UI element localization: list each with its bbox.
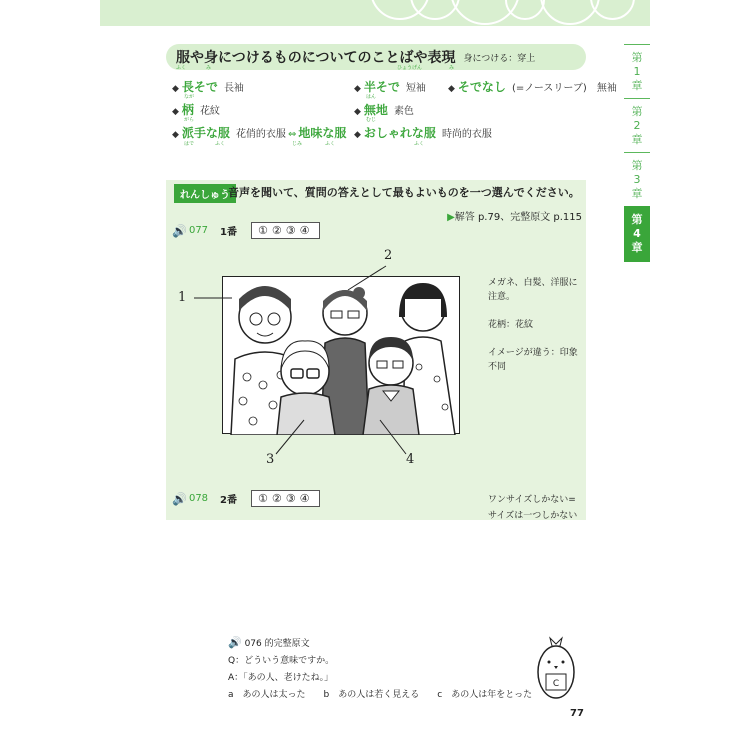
- ruby: み: [449, 65, 455, 71]
- ruby: じみ: [292, 141, 303, 147]
- ruby: ふく: [176, 65, 187, 71]
- side-bottom-note: ワンサイズしかない= サイズは一つしかない: [488, 495, 578, 521]
- side-notes: [488, 276, 580, 388]
- question-label: 2番: [220, 495, 238, 506]
- ruby: ふく: [215, 141, 226, 147]
- side-note: メガネ、白髪、洋服に注意。: [488, 278, 578, 302]
- question-label: 1番: [220, 227, 238, 238]
- chapter-tabs: [624, 44, 650, 262]
- vocab-item: ◆ おしゃれな服 時尚的衣服: [354, 126, 492, 140]
- ruby: なが: [184, 94, 195, 100]
- vocab-item: ◆ 派手な服 花俏的衣服 ⇔ 地味な服: [172, 126, 347, 140]
- speaker-icon[interactable]: 🔊: [228, 636, 242, 649]
- callout-2: 2: [384, 248, 393, 263]
- callout-3: 3: [266, 452, 275, 467]
- ruby: むじ: [366, 117, 377, 123]
- track-number: 077: [188, 225, 209, 236]
- page-number: 77: [570, 708, 584, 719]
- track-number: 078: [188, 493, 209, 504]
- mascot-sign-letter: C: [552, 679, 560, 689]
- speaker-icon[interactable]: 🔊: [172, 223, 187, 238]
- practice-instruction: 音声を聞いて、質問の答えとして最もよいものを一つ選んでください。: [228, 186, 580, 199]
- answer-choices[interactable]: ①②③④: [251, 222, 320, 239]
- ruby: はで: [184, 141, 195, 147]
- chapter-tab-4[interactable]: 第 4 章: [624, 206, 650, 262]
- ruby: がら: [184, 117, 195, 123]
- chapter-tab-2[interactable]: 第 2 章: [624, 98, 650, 152]
- option: a あの人は太った: [228, 690, 306, 700]
- option: b あの人は若く見える: [323, 690, 420, 700]
- callout-4: 4: [406, 452, 415, 467]
- mascot-chick-icon: [534, 632, 578, 704]
- transcript-options: [228, 687, 532, 704]
- speaker-icon[interactable]: 🔊: [172, 491, 187, 506]
- vocab-item: ◆ そでなし (=ノースリーブ) 無袖: [448, 80, 617, 94]
- practice-box: [166, 180, 586, 520]
- answer-reference[interactable]: ▶解答 p.79、完整原文 p.115: [447, 212, 582, 223]
- chapter-tab-3[interactable]: 第 3 章: [624, 152, 650, 206]
- vocab-header: [166, 44, 586, 70]
- transcript-question: Q：どういう意味ですか。: [228, 656, 335, 666]
- audio-row-2: [172, 490, 320, 507]
- ruby: ふく: [325, 141, 336, 147]
- answer-choices[interactable]: ①②③④: [251, 490, 320, 507]
- option: c あの人は年をとった: [437, 690, 533, 700]
- vocab-item: ◆ 長そで 長袖: [172, 80, 244, 94]
- chapter-tab-1[interactable]: 第 1 章: [624, 44, 650, 98]
- vocab-title: 服や身につけるものについてのことばや表現: [176, 50, 456, 66]
- ruby: み: [206, 65, 212, 71]
- practice-badge: れんしゅう: [174, 184, 236, 203]
- transcript-answer: A：「あの人、老けたね。」: [228, 673, 334, 683]
- vocab-item: ◆ 柄 花紋: [172, 103, 220, 117]
- top-banner: [100, 0, 650, 26]
- ruby: ひょうげん: [397, 65, 423, 71]
- transcript-heading: 🔊 076 的完整原文: [228, 636, 310, 649]
- vocab-item: ◆ 半そで 短袖: [354, 80, 426, 94]
- side-note: 花柄：花紋: [488, 320, 534, 330]
- ruby: ふく: [414, 141, 425, 147]
- callout-1: 1: [178, 290, 187, 305]
- vocab-item: ◆ 無地 素色: [354, 103, 414, 117]
- vocab-note: 身につける：穿上: [463, 53, 536, 64]
- ruby: はん: [366, 94, 377, 100]
- transcript: [228, 634, 532, 704]
- side-note: イメージが違う：印象不同: [488, 348, 578, 372]
